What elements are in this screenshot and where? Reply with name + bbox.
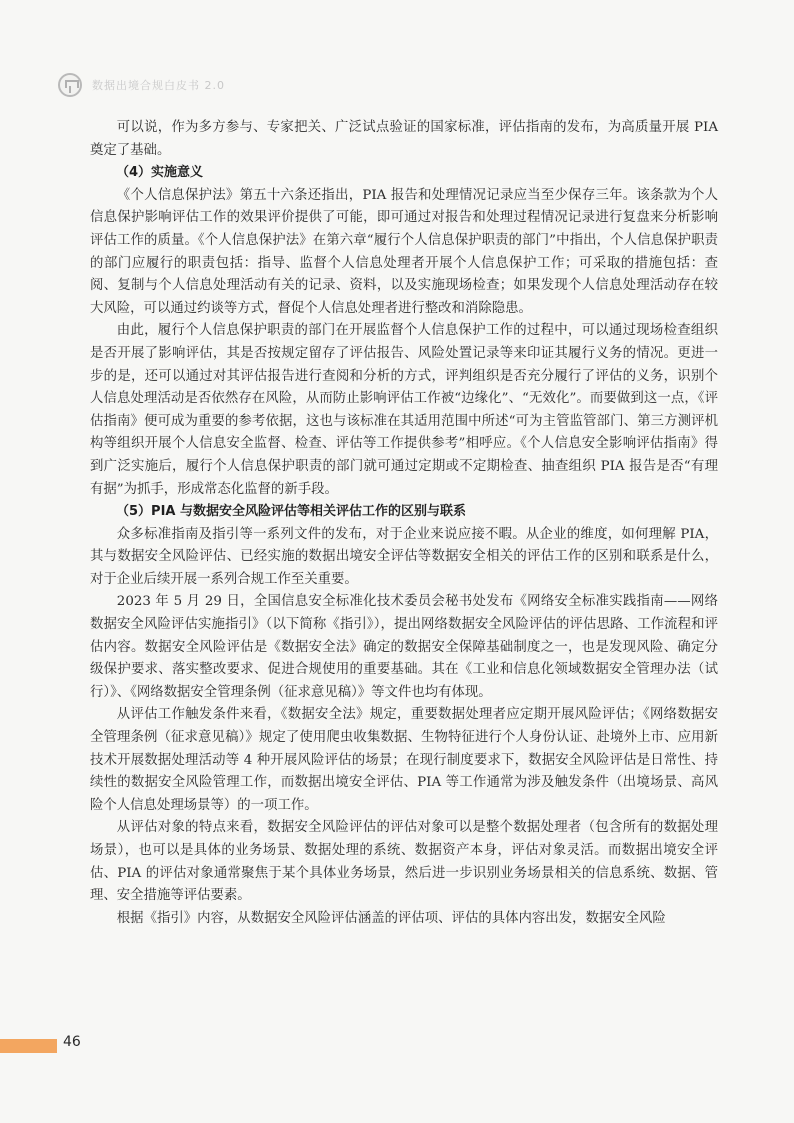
body-paragraph: 2023 年 5 月 29 日，全国信息安全标准化技术委员会秘书处发布《网络安全标准实践指南——网络数据安全风险评估实施指引》（以下简称《指引》），提出网络数据安全风险评估的评估思路、工作流程和评估内容。数据安全风险评估是《数据安全法》确定的数据安全保障基础制度之一，也是发现风险、确定分级保护要求、落实整改要求、促进合规使用的重要基础。其在《工业和信息化领域数据安全管理办法（试行）》、《网络数据安全管理条例（征求意见稿）》等文件也均有体现。 [90,594,718,700]
body-paragraph: 《个人信息保护法》第五十六条还指出，PIA 报告和处理情况记录应当至少保存三年。该条款为个人信息保护影响评估工作的效果评价提供了可能，即可通过对报告和处理过程情况记录进行复盘来分析影响评估工作的质量。《个人信息保护法》在第六章“履行个人信息保护职责的部门”中指出，个人信息保护职责的部门应履行的职责包括：指导、监督个人信息处理者开展个人信息保护工作；可采取的措施包括：查阅、复制与个人信息处理活动有关的记录、资料，以及实施现场检查；如果发现个人信息处理活动存在较大风险，可以通过约谈等方式，督促个人信息处理者进行整改和消除隐患。 [90,187,718,316]
section-heading: （5）PIA 与数据安全风险评估等相关评估工作的区别与联系 [116,504,466,520]
footer-accent-bar [0,1039,57,1053]
body-paragraph: 根据《指引》内容，从数据安全风险评估涵盖的评估项、评估的具体内容出发，数据安全风险 [116,910,666,926]
book-logo-icon [58,73,82,97]
body-paragraph: 可以说，作为多方参与、专家把关、广泛试点验证的国家标准，评估指南的发布，为高质量开展 PIA 奠定了基础。 [90,120,718,158]
running-header-text: 数据出境合规白皮书 2.0 [92,79,225,92]
body-paragraph: 从评估对象的特点来看，数据安全风险评估的评估对象可以是整个数据处理者（包含所有的数据处理场景），也可以是具体的业务场景、数据处理的系统、数据资产本身，评估对象灵活。而数据出境安全评估、PIA 的评估对象通常聚焦于某个具体业务场景，然后进一步识别业务场景相关的信息系统、数据、管理、安全措施等评估要素。 [90,820,718,904]
body-paragraph: 由此，履行个人信息保护职责的部门在开展监督个人信息保护工作的过程中，可以通过现场检查组织是否开展了影响评估，其是否按规定留存了评估报告、风险处置记录等来印证其履行义务的情况。更进一步的是，还可以通过对其评估报告进行查阅和分析的方式，评判组织是否充分履行了评估的义务，识别个人信息处理活动是否依然存在风险，从而防止影响评估工作被“边缘化”、“无效化”。而要做到这一点，《评估指南》便可成为重要的参考依据，这也与该标准在其适用范围中所述“可为主管监管部门、第三方测评机构等组织开展个人信息安全监督、检查、评估等工作提供参考”相呼应。《个人信息安全影响评估指南》得到广泛实施后，履行个人信息保护职责的部门就可通过定期或不定期检查、抽查组织 PIA 报告是否“有理有据”为抓手，形成常态化监督的新手段。 [90,323,718,497]
page-body [90,117,718,930]
running-header [58,70,225,100]
body-paragraph: 从评估工作触发条件来看，《数据安全法》规定，重要数据处理者应定期开展风险评估；《网络数据安全管理条例（征求意见稿）》规定了使用爬虫收集数据、生物特征进行个人身份认证、赴境外上市、应用新技术开展数据处理活动等 4 种开展风险评估的场景；在现行制度要求下，数据安全风险评估是日常性、持续性的数据安全风险管理工作，而数据出境安全评估、PIA 等工作通常为涉及触发条件（出境场景、高风险个人信息处理场景等）的一项工作。 [90,707,718,813]
section-heading: （4）实施意义 [116,165,204,181]
body-paragraph: 众多标准指南及指引等一系列文件的发布，对于企业来说应接不暇。从企业的维度，如何理解 PIA，其与数据安全风险评估、已经实施的数据出境安全评估等数据安全相关的评估工作的区别和联系是什么，对于企业后续开展一系列合规工作至关重要。 [90,526,718,587]
page-number: 46 [63,1034,81,1050]
